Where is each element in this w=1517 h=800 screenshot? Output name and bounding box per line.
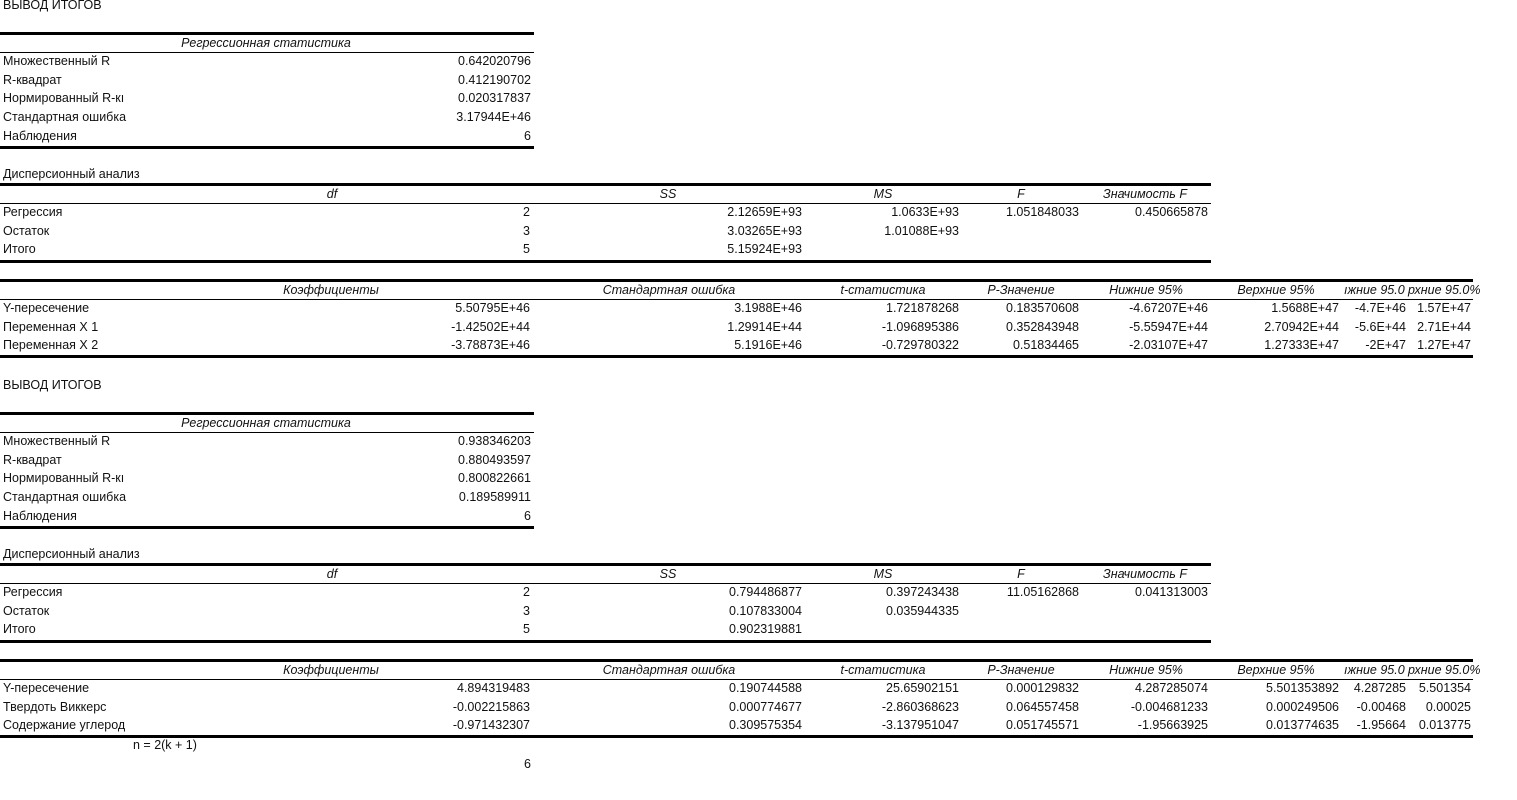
anova-cell: 3 (523, 223, 530, 238)
stats-row-label: R-квадрат (3, 452, 62, 467)
coef-cell: 0.000129832 (1006, 681, 1079, 695)
anova-col-header: SS (659, 187, 677, 201)
coef-cell: -2E+47 (1365, 338, 1406, 353)
anova-cell: 2 (523, 585, 530, 599)
anova-col-header: df (326, 567, 338, 581)
anova-top-rule (0, 183, 1211, 186)
coef-cell: 0.190744588 (729, 681, 802, 695)
stats-row-value: 0.189589911 (458, 490, 531, 505)
coef-col-header: рхние 95.0% (1408, 283, 1481, 297)
anova-row-label: Регрессия (3, 585, 63, 599)
stats-row-label: R-квадрат (3, 72, 62, 87)
anova-title: Дисперсионный анализ (3, 547, 140, 561)
coef-bottom-rule (0, 355, 1473, 358)
anova-row-label: Итого (3, 242, 36, 257)
anova-col-header: Значимость F (1103, 187, 1187, 201)
stats-row-value: 0.800822661 (458, 471, 531, 486)
stats-row-value: 0.642020796 (458, 54, 531, 68)
anova-row-label: Остаток (3, 223, 50, 238)
stats-row-label: Стандартная ошибка (3, 110, 127, 125)
stats-header-rule (0, 432, 534, 433)
coef-col-header: рхние 95.0% (1408, 663, 1481, 677)
anova-row-label: Остаток (3, 603, 50, 618)
anova-cell: 0.397243438 (886, 585, 959, 599)
coef-cell: 0.064557458 (1006, 699, 1079, 714)
stats-row-value: 6 (524, 128, 531, 143)
coef-cell: 1.27333E+47 (1264, 338, 1339, 353)
stats-row-label: Стандартная ошибка (3, 490, 127, 505)
coef-row-label: Y-пересечение (3, 681, 90, 695)
coef-col-header: t-статистика (840, 283, 926, 297)
coef-col-header: Стандартная ошибка (602, 663, 736, 677)
coef-cell: 0.51834465 (1012, 338, 1079, 353)
anova-cell: 5 (523, 622, 530, 637)
coef-cell: -0.004681233 (1130, 699, 1208, 714)
coef-col-header: Верхние 95% (1237, 283, 1315, 297)
coef-cell: 5.50795E+46 (455, 301, 530, 315)
coef-cell: -0.002215863 (452, 699, 530, 714)
coef-cell: 1.5688E+47 (1271, 301, 1339, 315)
coef-top-rule (0, 659, 1473, 662)
coef-col-header: Коэффициенты (283, 663, 379, 677)
anova-cell: 5 (523, 242, 530, 257)
coef-col-header: t-статистика (840, 663, 926, 677)
coef-cell: 0.00025 (1425, 699, 1471, 714)
stats-row-label: Множественный R (3, 54, 111, 68)
anova-cell: 0.107833004 (729, 603, 802, 618)
anova-cell: 5.15924E+93 (727, 242, 802, 257)
coef-col-header: Нижние 95% (1109, 283, 1183, 297)
anova-header-rule (0, 203, 1211, 204)
stats-row-label: Множественный R (3, 434, 111, 448)
coef-cell: -5.55947E+44 (1129, 319, 1208, 334)
coef-cell: -2.03107E+47 (1129, 338, 1208, 353)
anova-top-rule (0, 563, 1211, 566)
coef-cell: 1.721878268 (886, 301, 959, 315)
stats-top-rule (0, 412, 534, 415)
stats-bottom-rule (0, 526, 534, 529)
anova-cell: 3.03265E+93 (727, 223, 802, 238)
anova-cell: 3 (523, 603, 530, 618)
coef-cell: 1.57E+47 (1417, 301, 1471, 315)
stats-row-label: Нормированный R-кı (3, 471, 125, 486)
summary-title: ВЫВОД ИТОГОВ (3, 0, 102, 12)
coef-cell: 0.013775 (1418, 718, 1471, 733)
anova-cell: 1.01088E+93 (884, 223, 959, 238)
coef-row-label: Переменная X 1 (3, 319, 99, 334)
stats-header: Регрессионная статистика (181, 36, 351, 50)
stats-bottom-rule (0, 146, 534, 149)
anova-cell: 0.902319881 (729, 622, 802, 637)
stats-row-value: 0.412190702 (458, 72, 531, 87)
anova-cell: 0.041313003 (1135, 585, 1208, 599)
formula-value: 6 (524, 757, 531, 771)
coef-cell: 0.013774635 (1266, 718, 1339, 733)
anova-bottom-rule (0, 260, 1211, 263)
coef-cell: -1.096895386 (881, 319, 959, 334)
coef-col-header: Коэффициенты (283, 283, 379, 297)
stats-header: Регрессионная статистика (181, 416, 351, 430)
coef-cell: 4.287285 (1353, 681, 1406, 695)
stats-row-label: Нормированный R-кı (3, 91, 125, 106)
anova-cell: 2.12659E+93 (727, 205, 802, 219)
anova-row-label: Регрессия (3, 205, 63, 219)
stats-row-value: 0.938346203 (458, 434, 531, 448)
stats-row-value: 6 (524, 508, 531, 523)
coef-cell: 0.000249506 (1266, 699, 1339, 714)
coef-cell: 0.000774677 (729, 699, 802, 714)
coef-cell: -3.78873E+46 (451, 338, 530, 353)
coef-cell: 1.27E+47 (1417, 338, 1471, 353)
coef-cell: -1.95663925 (1137, 718, 1208, 733)
coef-cell: 0.309575354 (729, 718, 802, 733)
coef-cell: 25.65902151 (886, 681, 959, 695)
coef-cell: -3.137951047 (881, 718, 959, 733)
coef-row-label: Y-пересечение (3, 301, 90, 315)
anova-row-label: Итого (3, 622, 36, 637)
anova-cell: 2 (523, 205, 530, 219)
coef-cell: 1.29914E+44 (727, 319, 802, 334)
coef-cell: -0.00468 (1356, 699, 1406, 714)
coef-cell: 4.894319483 (457, 681, 530, 695)
stats-row-value: 0.020317837 (458, 91, 531, 106)
anova-col-header: MS (873, 187, 893, 201)
coef-col-header: Нижние 95% (1109, 663, 1183, 677)
coef-cell: 4.287285074 (1135, 681, 1208, 695)
coef-col-header: P-Значение (987, 283, 1055, 297)
coef-cell: 5.501354 (1418, 681, 1471, 695)
stats-row-value: 3.17944E+46 (456, 110, 531, 125)
coef-cell: 5.1916E+46 (734, 338, 802, 353)
anova-col-header: SS (659, 567, 677, 581)
coef-cell: -0.729780322 (881, 338, 959, 353)
coef-cell: 2.71E+44 (1417, 319, 1471, 334)
coef-cell: -1.42502E+44 (451, 319, 530, 334)
coef-col-header: ıжние 95.0 (1344, 663, 1405, 677)
coef-cell: 3.1988E+46 (734, 301, 802, 315)
coef-cell: -4.67207E+46 (1129, 301, 1208, 315)
anova-cell: 0.450665878 (1135, 205, 1208, 219)
anova-title: Дисперсионный анализ (3, 167, 140, 181)
anova-col-header: F (1017, 187, 1025, 201)
coef-cell: 0.352843948 (1006, 319, 1079, 334)
stats-header-rule (0, 52, 534, 53)
coef-cell: -0.971432307 (452, 718, 530, 733)
formula-note: n = 2(k + 1) (133, 738, 197, 752)
coef-cell: -4.7E+46 (1354, 301, 1406, 315)
anova-cell: 0.794486877 (729, 585, 802, 599)
coef-cell: -2.860368623 (881, 699, 959, 714)
coef-col-header: Стандартная ошибка (602, 283, 736, 297)
stats-row-label: Наблюдения (3, 128, 77, 143)
coef-row-label: Переменная X 2 (3, 338, 99, 353)
stats-row-label: Наблюдения (3, 508, 77, 523)
coef-cell: 2.70942E+44 (1264, 319, 1339, 334)
anova-bottom-rule (0, 640, 1211, 643)
coef-col-header: ıжние 95.0 (1344, 283, 1405, 297)
coef-cell: -1.95664 (1356, 718, 1406, 733)
anova-cell: 1.0633E+93 (891, 205, 959, 219)
coef-cell: -5.6E+44 (1354, 319, 1406, 334)
coef-col-header: P-Значение (987, 663, 1055, 677)
coef-header-rule (0, 679, 1473, 680)
coef-col-header: Верхние 95% (1237, 663, 1315, 677)
coef-top-rule (0, 279, 1473, 282)
anova-col-header: Значимость F (1103, 567, 1187, 581)
anova-header-rule (0, 583, 1211, 584)
anova-cell: 11.05162868 (1006, 585, 1079, 599)
anova-cell: 1.051848033 (1006, 205, 1079, 219)
coef-cell: 5.501353892 (1266, 681, 1339, 695)
stats-row-value: 0.880493597 (458, 452, 531, 467)
anova-col-header: df (326, 187, 338, 201)
summary-title: ВЫВОД ИТОГОВ (3, 378, 102, 392)
anova-col-header: F (1017, 567, 1025, 581)
anova-col-header: MS (873, 567, 893, 581)
stats-top-rule (0, 32, 534, 35)
coef-row-label: Содержание углерод (3, 718, 126, 733)
coef-cell: 0.183570608 (1006, 301, 1079, 315)
coef-header-rule (0, 299, 1473, 300)
coef-bottom-rule (0, 735, 1473, 738)
coef-row-label: Твердоть Виккерс (3, 699, 107, 714)
anova-cell: 0.035944335 (886, 603, 959, 618)
coef-cell: 0.051745571 (1006, 718, 1079, 733)
